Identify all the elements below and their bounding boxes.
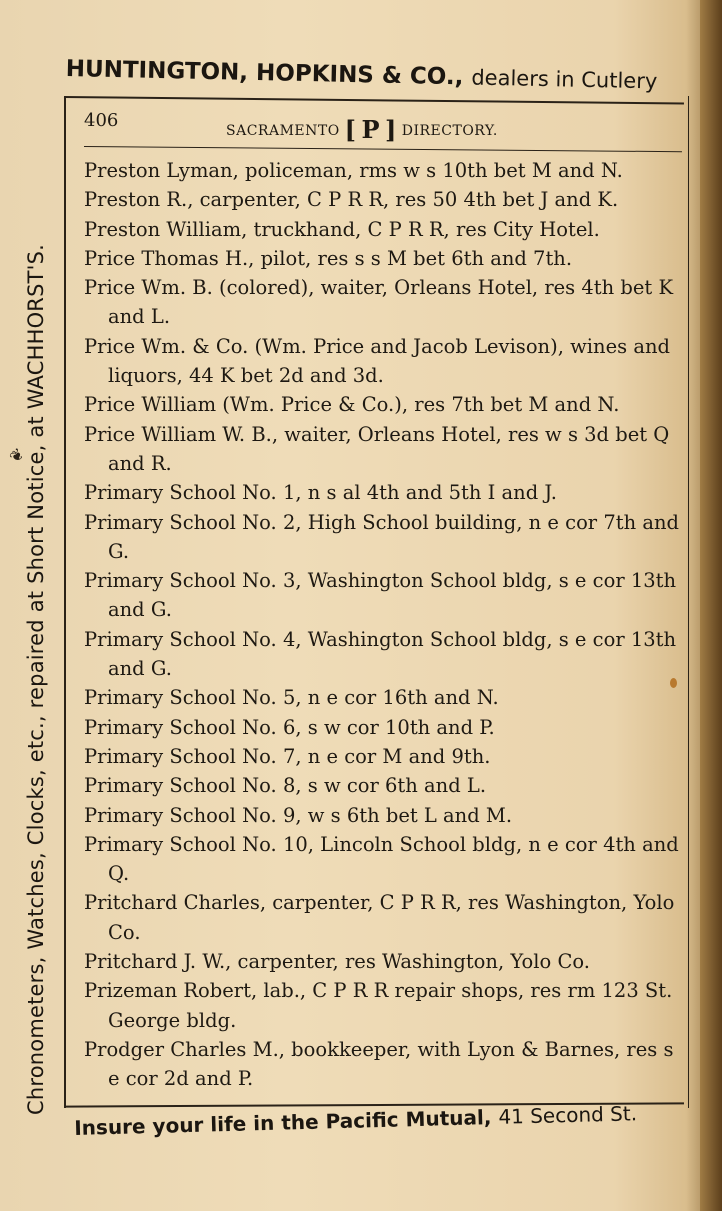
directory-entry: Primary School No. 1, n s al 4th and 5th I and J. xyxy=(84,481,557,505)
directory-entry: Price Wm. & Co. (Wm. Price and Jacob Levison), wines and liquors, 44 K bet 2d and 3d. xyxy=(84,334,671,388)
directory-entry: Primary School No. 4, Washington School bldg, s e cor 13th and G. xyxy=(84,627,677,681)
side-advertisement: Chronometers, Watches, Clocks, etc., repaired at Short Notice, at WACHHORST'S. xyxy=(24,243,48,1115)
directory-entry: Primary School No. 9, w s 6th bet L and M. xyxy=(84,803,513,827)
ornament-icon: ❦ xyxy=(5,443,28,468)
directory-entry: Preston Lyman, policeman, rms w s 10th bet M and N. xyxy=(84,159,623,182)
directory-entry: Primary School No. 6, s w cor 10th and P. xyxy=(84,715,495,739)
running-head-right: DIRECTORY. xyxy=(401,123,498,139)
page-number: 406 xyxy=(84,110,119,131)
running-head-left: SACRAMENTO xyxy=(226,123,340,139)
directory-entry: Primary School No. 10, Lincoln School bldg, n e cor 4th and Q. xyxy=(84,832,679,886)
directory-entry: Price Thomas H., pilot, res s s M bet 6th and 7th. xyxy=(84,246,573,270)
directory-entry: Preston R., carpenter, C P R R, res 50 4th bet J and K. xyxy=(84,188,619,212)
directory-entry: Primary School No. 5, n e cor 16th and N. xyxy=(84,686,499,710)
directory-entry: Primary School No. 3, Washington School bldg, s e cor 13th and G. xyxy=(84,569,677,622)
bottom-ad-address: 41 Second St. xyxy=(498,1101,638,1129)
directory-entry: Price Wm. B. (colored), waiter, Orleans Hotel, res 4th bet K and L. xyxy=(84,276,674,329)
section-bracket-close: ] xyxy=(384,115,397,144)
section-bracket-open: [ xyxy=(344,115,357,144)
top-ad-name: HUNTINGTON, HOPKINS & CO., xyxy=(65,56,464,91)
directory-entry: Prizeman Robert, lab., C P R R repair shops, res rm 123 St. George bldg. xyxy=(84,979,673,1032)
directory-entry: Primary School No. 8, s w cor 6th and L. xyxy=(84,774,487,798)
directory-entry: Price William (Wm. Price & Co.), res 7th bet M and N. xyxy=(84,393,620,417)
top-ad-tail: dealers in Cutlery xyxy=(471,65,658,94)
running-header xyxy=(84,108,684,144)
directory-entries xyxy=(84,156,680,1094)
top-advertisement xyxy=(65,56,695,95)
book-spine-shadow xyxy=(700,0,722,1211)
directory-entry: Price William W. B., waiter, Orleans Hotel, res w s 3d bet Q and R. xyxy=(84,422,670,475)
section-letter: P xyxy=(361,115,380,144)
directory-entry: Prodger Charles M., bookkeeper, with Lyon & Barnes, res s e cor 2d and P. xyxy=(84,1037,674,1091)
running-head-title xyxy=(226,112,498,144)
directory-entry: Pritchard Charles, carpenter, C P R R, res Washington, Yolo Co. xyxy=(84,891,675,944)
directory-entry: Primary School No. 7, n e cor M and 9th. xyxy=(84,744,491,768)
bottom-ad-text: Insure your life in the Pacific Mutual, xyxy=(74,1105,492,1140)
directory-entry: Pritchard J. W., carpenter, res Washington, Yolo Co. xyxy=(84,950,590,974)
directory-entry: Primary School No. 2, High School building, n e cor 7th and G. xyxy=(84,510,679,563)
directory-entry: Preston William, truckhand, C P R R, res City Hotel. xyxy=(84,217,600,241)
paper-stain xyxy=(670,678,677,688)
